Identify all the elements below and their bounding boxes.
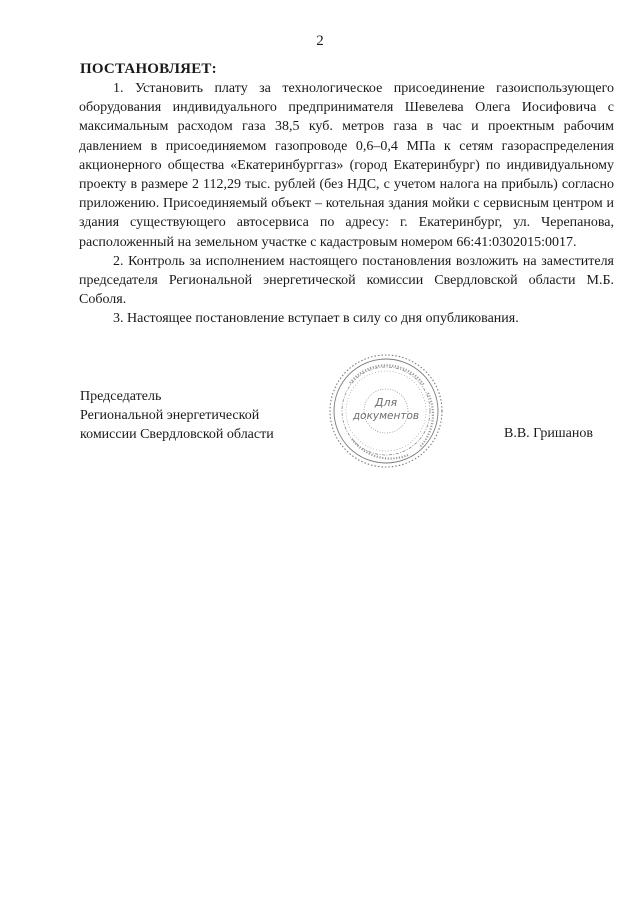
signer-position-line-3: комиссии Свердловской области	[80, 427, 274, 442]
paragraph-2: 2. Контроль за исполнением настоящего постановления возложить на заместителя председателя Региональной энергетической комиссии Свердловской области М.Б. Соболя.	[79, 253, 614, 308]
resolution-heading: ПОСТАНОВЛЯЕТ:	[80, 61, 217, 77]
signer-position	[80, 387, 274, 444]
seal-text-line-1: Для	[374, 396, 398, 409]
paragraph-1: 1. Установить плату за технологическое присоединение газоиспользующего оборудования индивидуального предпринимателя Шевелева Олега Иосифовича с максимальным расходом газа 38,5 куб. метров газа в час и проектным рабочим давлением в присоединяемом газопроводе 0,6–0,4 МПа к сетям газораспределения акционерного общества «Екатеринбурггаз» (город Екатеринбург) по индивидуальному проекту в размере 2 112,29 тыс. рублей (без НДС, с учетом налога на прибыль) согласно приложению. Присоединяемый объект – котельная здания мойки с сервисным центром и здания существующего автосервиса по адресу: г. Екатеринбург, ул. Черепанова, расположенный на земельном участке с кадастровым номером 66:41:0302015:0017.	[79, 81, 614, 250]
signer-name: В.В. Гришанов	[504, 426, 593, 441]
page-number: 2	[316, 33, 324, 49]
seal-text-line-2: документов	[352, 410, 420, 422]
signer-position-line-2: Региональной энергетической	[80, 408, 260, 423]
resolution-body	[79, 79, 614, 329]
official-seal-stamp	[328, 343, 448, 473]
seal-graphic	[328, 343, 448, 473]
paragraph-3: 3. Настоящее постановление вступает в силу со дня опубликования.	[113, 311, 519, 327]
signer-position-line-1: Председатель	[80, 389, 162, 404]
